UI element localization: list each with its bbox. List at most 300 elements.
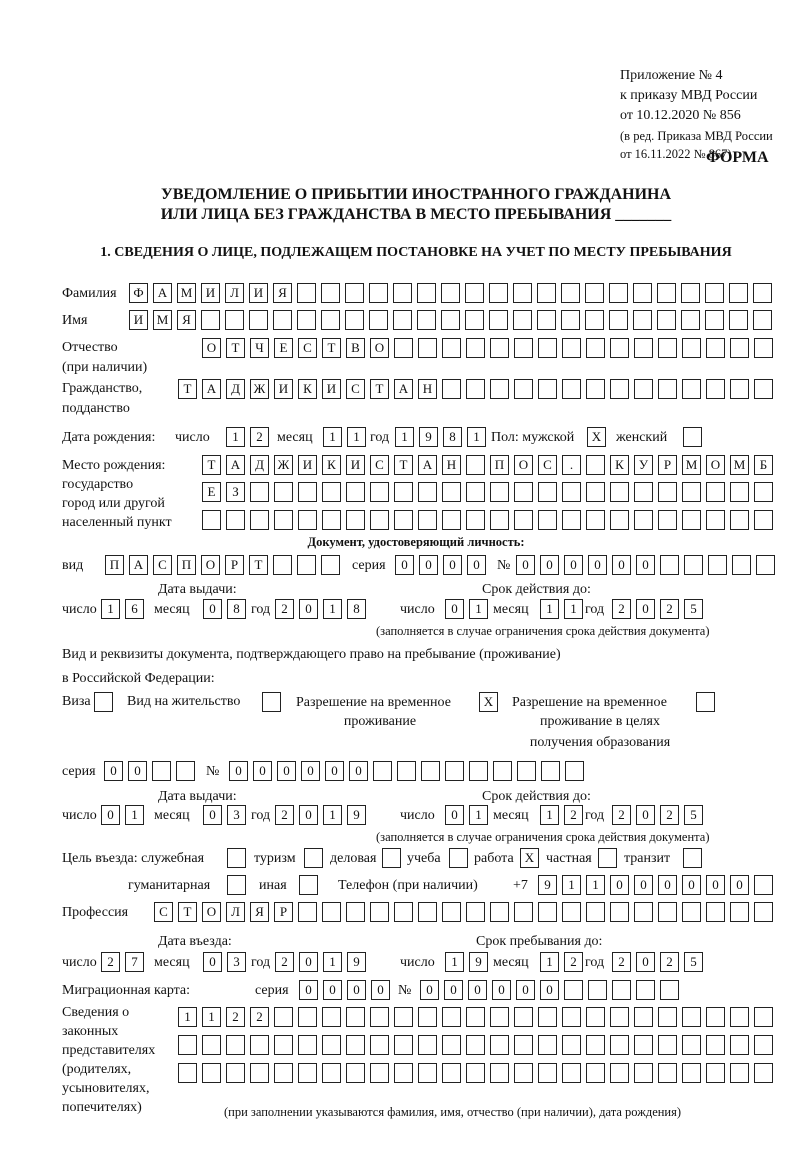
name-char-cell[interactable] (393, 310, 412, 330)
birthplace3-char-cell[interactable] (346, 510, 365, 530)
name-char-cell[interactable] (345, 310, 364, 330)
birthplace2-char-cell[interactable] (730, 482, 749, 502)
doc-series-char-cell[interactable]: 0 (443, 555, 462, 575)
right-number-char-cell[interactable]: 0 (325, 761, 344, 781)
birthplace3-char-cell[interactable] (514, 510, 533, 530)
reps2-char-cell[interactable] (442, 1035, 461, 1055)
doc-issue-year-char-cell[interactable]: 8 (347, 599, 366, 619)
doc-number-char-cell[interactable] (660, 555, 679, 575)
doc-valid-year-char-cell[interactable]: 5 (684, 599, 703, 619)
profession-char-cell[interactable] (610, 902, 629, 922)
citizenship-char-cell[interactable] (466, 379, 485, 399)
reps1-char-cell[interactable]: 1 (178, 1007, 197, 1027)
reps1-char-cell[interactable] (634, 1007, 653, 1027)
mc-series-char-cell[interactable]: 0 (299, 980, 318, 1000)
profession-char-cell[interactable] (538, 902, 557, 922)
citizenship-char-cell[interactable] (538, 379, 557, 399)
right-valid-year-char-cell[interactable]: 5 (684, 805, 703, 825)
birthplace2-char-cell[interactable] (538, 482, 557, 502)
entry-month-char-cell[interactable]: 0 (203, 952, 222, 972)
reps3-char-cell[interactable] (706, 1063, 725, 1083)
birthplace2-char-cell[interactable]: З (226, 482, 245, 502)
mc-number-char-cell[interactable]: 0 (444, 980, 463, 1000)
birthplace3-char-cell[interactable] (754, 510, 773, 530)
profession-char-cell[interactable] (634, 902, 653, 922)
surname-char-cell[interactable] (729, 283, 748, 303)
reps2-char-cell[interactable] (298, 1035, 317, 1055)
reps1-char-cell[interactable] (730, 1007, 749, 1027)
reps1-char-cell[interactable] (346, 1007, 365, 1027)
surname-char-cell[interactable]: М (177, 283, 196, 303)
doc-valid-day-char-cell[interactable]: 1 (469, 599, 488, 619)
surname-char-cell[interactable]: И (201, 283, 220, 303)
birthplace1-char-cell[interactable]: . (562, 455, 581, 475)
reps3-char-cell[interactable] (298, 1063, 317, 1083)
name-char-cell[interactable]: И (129, 310, 148, 330)
p-work-checkbox[interactable]: X (520, 848, 539, 868)
entry-day-char-cell[interactable]: 7 (125, 952, 144, 972)
patronymic-char-cell[interactable] (658, 338, 677, 358)
name-char-cell[interactable] (225, 310, 244, 330)
doc-kind-char-cell[interactable] (321, 555, 340, 575)
citizenship-char-cell[interactable] (730, 379, 749, 399)
stay-year-char-cell[interactable]: 5 (684, 952, 703, 972)
birthplace3-char-cell[interactable] (490, 510, 509, 530)
entry-year-char-cell[interactable]: 2 (275, 952, 294, 972)
name-char-cell[interactable] (441, 310, 460, 330)
patronymic-char-cell[interactable]: О (370, 338, 389, 358)
profession-char-cell[interactable]: Я (250, 902, 269, 922)
reps2-char-cell[interactable] (562, 1035, 581, 1055)
patronymic-char-cell[interactable] (466, 338, 485, 358)
birthplace3-char-cell[interactable] (706, 510, 725, 530)
birthplace3-char-cell[interactable] (466, 510, 485, 530)
phone-char-cell[interactable]: 0 (658, 875, 677, 895)
reps2-char-cell[interactable] (178, 1035, 197, 1055)
reps1-char-cell[interactable] (538, 1007, 557, 1027)
name-char-cell[interactable] (537, 310, 556, 330)
birthplace3-char-cell[interactable] (394, 510, 413, 530)
birthplace2-char-cell[interactable] (562, 482, 581, 502)
doc-kind-char-cell[interactable]: П (177, 555, 196, 575)
profession-char-cell[interactable] (322, 902, 341, 922)
reps3-char-cell[interactable] (322, 1063, 341, 1083)
profession-char-cell[interactable] (682, 902, 701, 922)
birthplace3-char-cell[interactable] (250, 510, 269, 530)
phone-char-cell[interactable]: 9 (538, 875, 557, 895)
birthplace3-char-cell[interactable] (538, 510, 557, 530)
surname-char-cell[interactable] (585, 283, 604, 303)
patronymic-char-cell[interactable] (610, 338, 629, 358)
profession-char-cell[interactable] (754, 902, 773, 922)
residence-checkbox[interactable] (262, 692, 281, 712)
citizenship-char-cell[interactable] (706, 379, 725, 399)
reps1-char-cell[interactable]: 2 (250, 1007, 269, 1027)
reps1-char-cell[interactable] (610, 1007, 629, 1027)
birth-year-char-cell[interactable]: 9 (419, 427, 438, 447)
surname-char-cell[interactable] (393, 283, 412, 303)
reps2-char-cell[interactable] (490, 1035, 509, 1055)
doc-number-char-cell[interactable]: 0 (564, 555, 583, 575)
doc-issue-day-char-cell[interactable]: 6 (125, 599, 144, 619)
birthplace1-char-cell[interactable]: Д (250, 455, 269, 475)
reps3-char-cell[interactable] (370, 1063, 389, 1083)
citizenship-char-cell[interactable] (682, 379, 701, 399)
patronymic-char-cell[interactable]: Ч (250, 338, 269, 358)
patronymic-char-cell[interactable] (586, 338, 605, 358)
reps2-char-cell[interactable] (274, 1035, 293, 1055)
reps3-char-cell[interactable] (514, 1063, 533, 1083)
p-private-checkbox[interactable] (598, 848, 617, 868)
right-series-char-cell[interactable]: 0 (104, 761, 123, 781)
profession-char-cell[interactable] (466, 902, 485, 922)
name-char-cell[interactable] (729, 310, 748, 330)
birthplace2-char-cell[interactable] (250, 482, 269, 502)
name-char-cell[interactable] (705, 310, 724, 330)
mc-number-char-cell[interactable]: 0 (516, 980, 535, 1000)
patronymic-char-cell[interactable] (394, 338, 413, 358)
reps1-char-cell[interactable] (418, 1007, 437, 1027)
patronymic-char-cell[interactable] (442, 338, 461, 358)
right-valid-year-char-cell[interactable]: 2 (660, 805, 679, 825)
birthplace3-char-cell[interactable] (586, 510, 605, 530)
name-char-cell[interactable]: М (153, 310, 172, 330)
reps2-char-cell[interactable] (538, 1035, 557, 1055)
doc-valid-year-char-cell[interactable]: 0 (636, 599, 655, 619)
right-series-char-cell[interactable] (176, 761, 195, 781)
profession-char-cell[interactable] (562, 902, 581, 922)
right-number-char-cell[interactable] (397, 761, 416, 781)
name-char-cell[interactable] (249, 310, 268, 330)
right-series-char-cell[interactable]: 0 (128, 761, 147, 781)
birth-year-char-cell[interactable]: 1 (395, 427, 414, 447)
citizenship-char-cell[interactable] (658, 379, 677, 399)
mc-number-char-cell[interactable] (564, 980, 583, 1000)
surname-char-cell[interactable] (537, 283, 556, 303)
right-issue-year-char-cell[interactable]: 1 (323, 805, 342, 825)
p-business-checkbox[interactable] (382, 848, 401, 868)
reps2-char-cell[interactable] (514, 1035, 533, 1055)
birthplace2-char-cell[interactable] (706, 482, 725, 502)
reps2-char-cell[interactable] (634, 1035, 653, 1055)
reps2-char-cell[interactable] (610, 1035, 629, 1055)
mc-number-char-cell[interactable]: 0 (492, 980, 511, 1000)
birthplace2-char-cell[interactable] (490, 482, 509, 502)
reps3-char-cell[interactable] (442, 1063, 461, 1083)
profession-char-cell[interactable]: Р (274, 902, 293, 922)
right-issue-year-char-cell[interactable]: 2 (275, 805, 294, 825)
reps2-char-cell[interactable] (586, 1035, 605, 1055)
reps2-char-cell[interactable] (226, 1035, 245, 1055)
reps3-char-cell[interactable] (418, 1063, 437, 1083)
patronymic-char-cell[interactable] (682, 338, 701, 358)
doc-number-char-cell[interactable]: 0 (540, 555, 559, 575)
profession-char-cell[interactable] (418, 902, 437, 922)
birthplace3-char-cell[interactable] (682, 510, 701, 530)
entry-month-char-cell[interactable]: 3 (227, 952, 246, 972)
phone-char-cell[interactable]: 0 (682, 875, 701, 895)
birth-year-char-cell[interactable]: 8 (443, 427, 462, 447)
birthplace3-char-cell[interactable] (298, 510, 317, 530)
reps3-char-cell[interactable] (250, 1063, 269, 1083)
stay-day-char-cell[interactable]: 9 (469, 952, 488, 972)
birth-day-char-cell[interactable]: 1 (226, 427, 245, 447)
reps2-char-cell[interactable] (394, 1035, 413, 1055)
birthplace1-char-cell[interactable]: К (322, 455, 341, 475)
surname-char-cell[interactable] (369, 283, 388, 303)
doc-number-char-cell[interactable]: 0 (588, 555, 607, 575)
profession-char-cell[interactable] (394, 902, 413, 922)
birthplace1-char-cell[interactable]: С (370, 455, 389, 475)
patronymic-char-cell[interactable] (634, 338, 653, 358)
mc-number-char-cell[interactable] (588, 980, 607, 1000)
surname-char-cell[interactable]: Ф (129, 283, 148, 303)
doc-issue-month-char-cell[interactable]: 0 (203, 599, 222, 619)
citizenship-char-cell[interactable]: А (202, 379, 221, 399)
doc-kind-char-cell[interactable]: А (129, 555, 148, 575)
name-char-cell[interactable] (201, 310, 220, 330)
surname-char-cell[interactable]: Я (273, 283, 292, 303)
birthplace1-char-cell[interactable]: Ж (274, 455, 293, 475)
right-issue-month-char-cell[interactable]: 0 (203, 805, 222, 825)
surname-char-cell[interactable]: А (153, 283, 172, 303)
reps2-char-cell[interactable] (682, 1035, 701, 1055)
birthplace3-char-cell[interactable] (658, 510, 677, 530)
surname-char-cell[interactable] (657, 283, 676, 303)
right-number-char-cell[interactable]: 0 (277, 761, 296, 781)
profession-char-cell[interactable] (730, 902, 749, 922)
birthplace2-char-cell[interactable] (418, 482, 437, 502)
citizenship-char-cell[interactable]: А (394, 379, 413, 399)
reps1-char-cell[interactable] (298, 1007, 317, 1027)
profession-char-cell[interactable] (442, 902, 461, 922)
entry-year-char-cell[interactable]: 1 (323, 952, 342, 972)
stay-month-char-cell[interactable]: 1 (540, 952, 559, 972)
doc-valid-year-char-cell[interactable]: 2 (612, 599, 631, 619)
citizenship-char-cell[interactable] (610, 379, 629, 399)
birthplace2-char-cell[interactable] (370, 482, 389, 502)
citizenship-char-cell[interactable]: Н (418, 379, 437, 399)
right-number-char-cell[interactable]: 0 (229, 761, 248, 781)
entry-day-char-cell[interactable]: 2 (101, 952, 120, 972)
name-char-cell[interactable] (561, 310, 580, 330)
reps2-char-cell[interactable] (322, 1035, 341, 1055)
doc-valid-month-char-cell[interactable]: 1 (564, 599, 583, 619)
doc-issue-year-char-cell[interactable]: 1 (323, 599, 342, 619)
reps1-char-cell[interactable] (658, 1007, 677, 1027)
birthplace1-char-cell[interactable]: П (490, 455, 509, 475)
reps2-char-cell[interactable] (250, 1035, 269, 1055)
birthplace2-char-cell[interactable] (322, 482, 341, 502)
name-char-cell[interactable] (489, 310, 508, 330)
right-number-char-cell[interactable] (493, 761, 512, 781)
doc-kind-char-cell[interactable] (273, 555, 292, 575)
reps2-char-cell[interactable] (658, 1035, 677, 1055)
birthplace3-char-cell[interactable] (226, 510, 245, 530)
patronymic-char-cell[interactable] (706, 338, 725, 358)
right-valid-month-char-cell[interactable]: 1 (540, 805, 559, 825)
right-issue-year-char-cell[interactable]: 9 (347, 805, 366, 825)
profession-char-cell[interactable] (586, 902, 605, 922)
reps2-char-cell[interactable] (706, 1035, 725, 1055)
right-issue-day-char-cell[interactable]: 1 (125, 805, 144, 825)
reps1-char-cell[interactable]: 1 (202, 1007, 221, 1027)
birthplace3-char-cell[interactable] (562, 510, 581, 530)
right-issue-month-char-cell[interactable]: 3 (227, 805, 246, 825)
surname-char-cell[interactable]: Л (225, 283, 244, 303)
doc-number-char-cell[interactable] (732, 555, 751, 575)
birth-year-char-cell[interactable]: 1 (467, 427, 486, 447)
stay-year-char-cell[interactable]: 0 (636, 952, 655, 972)
entry-year-char-cell[interactable]: 0 (299, 952, 318, 972)
mc-number-char-cell[interactable]: 0 (420, 980, 439, 1000)
patronymic-char-cell[interactable] (514, 338, 533, 358)
mc-series-char-cell[interactable]: 0 (347, 980, 366, 1000)
surname-char-cell[interactable] (441, 283, 460, 303)
right-valid-day-char-cell[interactable]: 0 (445, 805, 464, 825)
birthplace1-char-cell[interactable]: С (538, 455, 557, 475)
mc-number-char-cell[interactable] (636, 980, 655, 1000)
birthplace2-char-cell[interactable] (274, 482, 293, 502)
right-number-char-cell[interactable] (373, 761, 392, 781)
surname-char-cell[interactable] (513, 283, 532, 303)
birthplace1-char-cell[interactable]: Б (754, 455, 773, 475)
name-char-cell[interactable] (609, 310, 628, 330)
trp-checkbox[interactable]: X (479, 692, 498, 712)
visa-checkbox[interactable] (94, 692, 113, 712)
citizenship-char-cell[interactable]: И (274, 379, 293, 399)
right-number-char-cell[interactable]: 0 (349, 761, 368, 781)
surname-char-cell[interactable] (561, 283, 580, 303)
birthplace3-char-cell[interactable] (610, 510, 629, 530)
surname-char-cell[interactable] (297, 283, 316, 303)
phone-char-cell[interactable]: 0 (610, 875, 629, 895)
patronymic-char-cell[interactable]: С (298, 338, 317, 358)
reps3-char-cell[interactable] (586, 1063, 605, 1083)
right-issue-day-char-cell[interactable]: 0 (101, 805, 120, 825)
name-char-cell[interactable]: Я (177, 310, 196, 330)
reps3-char-cell[interactable] (730, 1063, 749, 1083)
birthplace2-char-cell[interactable] (346, 482, 365, 502)
birthplace3-char-cell[interactable] (202, 510, 221, 530)
birth-month-char-cell[interactable]: 1 (347, 427, 366, 447)
name-char-cell[interactable] (633, 310, 652, 330)
doc-series-char-cell[interactable]: 0 (419, 555, 438, 575)
birthplace2-char-cell[interactable] (658, 482, 677, 502)
citizenship-char-cell[interactable] (514, 379, 533, 399)
surname-char-cell[interactable] (345, 283, 364, 303)
birthplace3-char-cell[interactable] (634, 510, 653, 530)
right-number-char-cell[interactable] (541, 761, 560, 781)
name-char-cell[interactable] (657, 310, 676, 330)
profession-char-cell[interactable] (298, 902, 317, 922)
surname-char-cell[interactable] (609, 283, 628, 303)
citizenship-char-cell[interactable]: Т (178, 379, 197, 399)
p-study-checkbox[interactable] (449, 848, 468, 868)
birthplace2-char-cell[interactable] (586, 482, 605, 502)
birthplace2-char-cell[interactable] (610, 482, 629, 502)
p-transit-checkbox[interactable] (683, 848, 702, 868)
reps3-char-cell[interactable] (658, 1063, 677, 1083)
patronymic-char-cell[interactable] (730, 338, 749, 358)
birthplace3-char-cell[interactable] (730, 510, 749, 530)
mc-number-char-cell[interactable]: 0 (468, 980, 487, 1000)
name-char-cell[interactable] (681, 310, 700, 330)
name-char-cell[interactable] (273, 310, 292, 330)
right-number-char-cell[interactable] (517, 761, 536, 781)
reps1-char-cell[interactable] (562, 1007, 581, 1027)
surname-char-cell[interactable] (417, 283, 436, 303)
phone-char-cell[interactable]: 0 (706, 875, 725, 895)
reps2-char-cell[interactable] (466, 1035, 485, 1055)
doc-number-char-cell[interactable] (756, 555, 775, 575)
citizenship-char-cell[interactable]: Ж (250, 379, 269, 399)
citizenship-char-cell[interactable] (634, 379, 653, 399)
patronymic-char-cell[interactable]: Т (226, 338, 245, 358)
reps1-char-cell[interactable] (586, 1007, 605, 1027)
doc-kind-char-cell[interactable]: Т (249, 555, 268, 575)
surname-char-cell[interactable] (753, 283, 772, 303)
doc-valid-year-char-cell[interactable]: 2 (660, 599, 679, 619)
doc-number-char-cell[interactable] (684, 555, 703, 575)
name-char-cell[interactable] (297, 310, 316, 330)
reps1-char-cell[interactable] (442, 1007, 461, 1027)
birthplace1-char-cell[interactable]: К (610, 455, 629, 475)
doc-issue-year-char-cell[interactable]: 0 (299, 599, 318, 619)
reps1-char-cell[interactable] (394, 1007, 413, 1027)
right-series-char-cell[interactable] (152, 761, 171, 781)
birthplace1-char-cell[interactable]: Т (394, 455, 413, 475)
patronymic-char-cell[interactable] (490, 338, 509, 358)
surname-char-cell[interactable] (465, 283, 484, 303)
doc-kind-char-cell[interactable]: О (201, 555, 220, 575)
doc-kind-char-cell[interactable]: С (153, 555, 172, 575)
reps3-char-cell[interactable] (394, 1063, 413, 1083)
doc-number-char-cell[interactable]: 0 (612, 555, 631, 575)
mc-series-char-cell[interactable]: 0 (323, 980, 342, 1000)
reps3-char-cell[interactable] (634, 1063, 653, 1083)
surname-char-cell[interactable]: И (249, 283, 268, 303)
profession-char-cell[interactable] (346, 902, 365, 922)
birthplace1-char-cell[interactable]: О (514, 455, 533, 475)
name-char-cell[interactable] (585, 310, 604, 330)
surname-char-cell[interactable] (705, 283, 724, 303)
p-service-checkbox[interactable] (227, 848, 246, 868)
reps3-char-cell[interactable] (538, 1063, 557, 1083)
doc-series-char-cell[interactable]: 0 (395, 555, 414, 575)
reps2-char-cell[interactable] (370, 1035, 389, 1055)
stay-month-char-cell[interactable]: 2 (564, 952, 583, 972)
profession-char-cell[interactable] (514, 902, 533, 922)
patronymic-char-cell[interactable] (538, 338, 557, 358)
birth-day-char-cell[interactable]: 2 (250, 427, 269, 447)
birthplace1-char-cell[interactable]: Н (442, 455, 461, 475)
profession-char-cell[interactable]: О (202, 902, 221, 922)
reps1-char-cell[interactable] (466, 1007, 485, 1027)
birthplace1-char-cell[interactable] (586, 455, 605, 475)
reps3-char-cell[interactable] (226, 1063, 245, 1083)
birthplace1-char-cell[interactable]: А (226, 455, 245, 475)
birthplace2-char-cell[interactable]: Е (202, 482, 221, 502)
right-number-char-cell[interactable]: 0 (253, 761, 272, 781)
birthplace3-char-cell[interactable] (370, 510, 389, 530)
profession-char-cell[interactable] (490, 902, 509, 922)
surname-char-cell[interactable] (681, 283, 700, 303)
birth-month-char-cell[interactable]: 1 (323, 427, 342, 447)
reps3-char-cell[interactable] (466, 1063, 485, 1083)
patronymic-char-cell[interactable]: О (202, 338, 221, 358)
reps2-char-cell[interactable] (346, 1035, 365, 1055)
